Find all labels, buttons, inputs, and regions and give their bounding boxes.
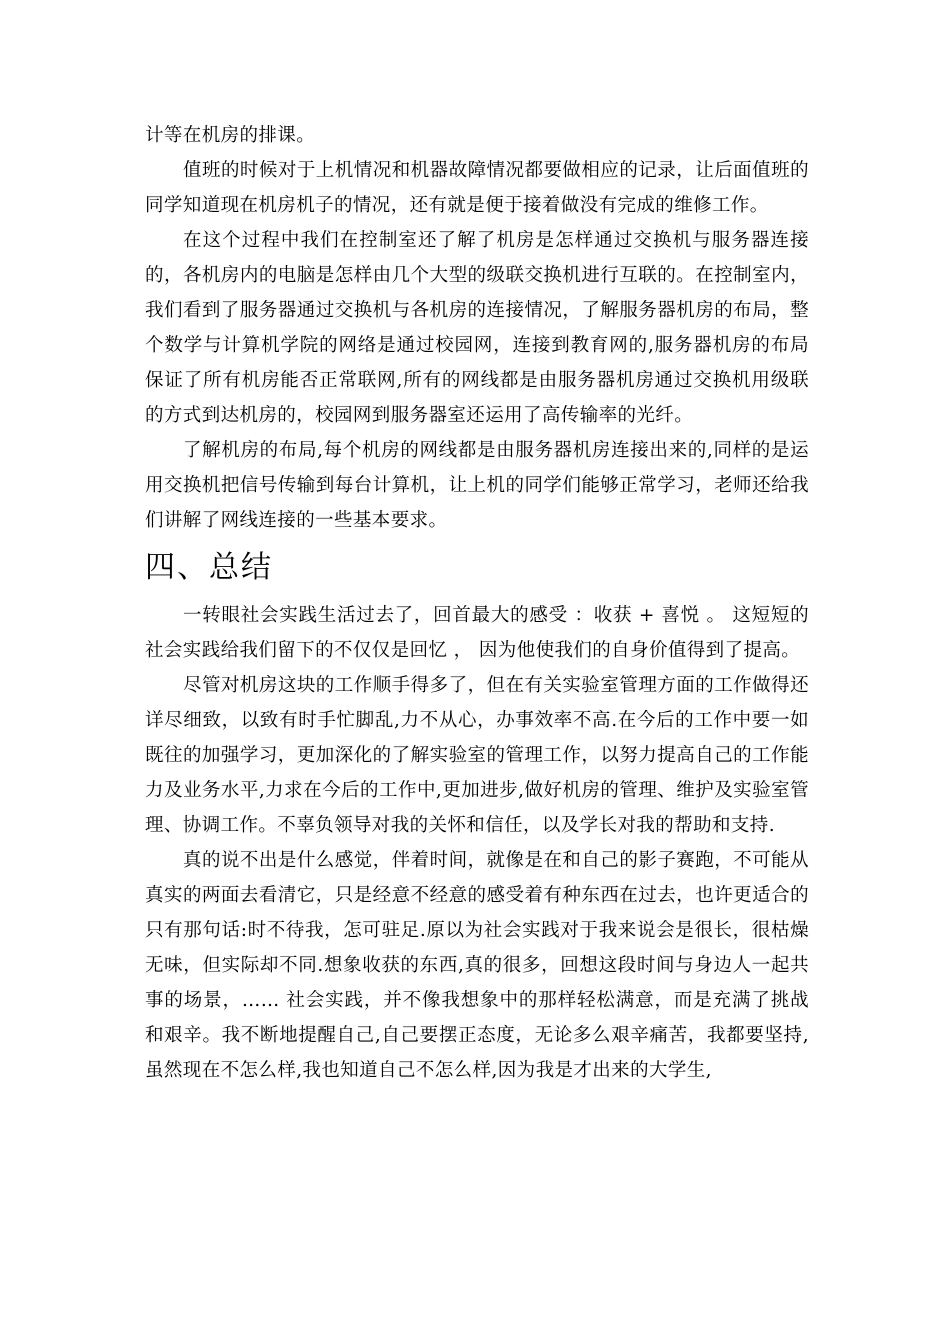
- document-page: [145, 118, 809, 1088]
- paragraph-control-room: 在这个过程中我们在控制室还了解了机房是怎样通过交换机与服务器连接的，各机房内的电脑是怎样由几个大型的级联交换机进行互联的。在控制室内，我们看到了服务器通过交换机与各机房的连接情况，了解服务器机房的布局，整个数学与计算机学院的网络是通过校园网，连接到教育网的,服务器机房的布局保证了所有机房能否正常联网,所有的网线都是由服务器机房通过交换机用级联的方式到达机房的，校园网到服务器室还运用了高传输率的光纤。: [145, 230, 809, 426]
- paragraph-reflection: 真的说不出是什么感觉，伴着时间，就像是在和自己的影子赛跑，不可能从真实的两面去看清它，只是经意不经意的感受着有种东西在过去，也许更适合的只有那句话:时不待我，怎可驻足.原以为社会实践对于我来说会是很长，很枯燥无味，但实际却不同.想象收获的东西,真的很多，回想这段时间与身边人一起共事的场景，…… 社会实践，并不像我想象中的那样轻松满意，而是充满了挑战和艰辛。我不断地提醒自己,自己要摆正态度，无论多么艰辛痛苦，我都要坚持,虽然现在不怎么样,我也知道自己不怎么样,因为我是才出来的大学生,: [145, 850, 809, 1081]
- paragraph-continuation: 计等在机房的排课。: [145, 125, 316, 146]
- paragraph-summary-intro: 一转眼社会实践生活过去了，回首最大的感受 ：收获 + 喜悦 。 这短短的社会实践给我们留下的不仅仅是回忆 ， 因为他使我们的自身价值得到了提高。: [145, 605, 809, 661]
- paragraph-lab-management: 尽管对机房这块的工作顺手得多了，但在有关实验室管理方面的工作做得还详尽细致，以致有时手忙脚乱,力不从心，办事效率不高.在今后的工作中要一如既往的加强学习，更加深化的了解实验室的管理工作，以努力提高自己的工作能力及业务水平,力求在今后的工作中,更加进步,做好机房的管理、维护及实验室管理、协调工作。不辜负领导对我的关怀和信任，以及学长对我的帮助和支持.: [145, 675, 809, 836]
- section-heading-summary: 四、总结: [145, 550, 273, 585]
- paragraph-room-layout: 了解机房的布局,每个机房的网线都是由服务器机房连接出来的,同样的是运用交换机把信号传输到每台计算机，让上机的同学们能够正常学习，老师还给我们讲解了网线连接的一些基本要求。: [145, 440, 809, 531]
- paragraph-duty-records: 值班的时候对于上机情况和机器故障情况都要做相应的记录，让后面值班的同学知道现在机房机子的情况，还有就是便于接着做没有完成的维修工作。: [145, 160, 809, 216]
